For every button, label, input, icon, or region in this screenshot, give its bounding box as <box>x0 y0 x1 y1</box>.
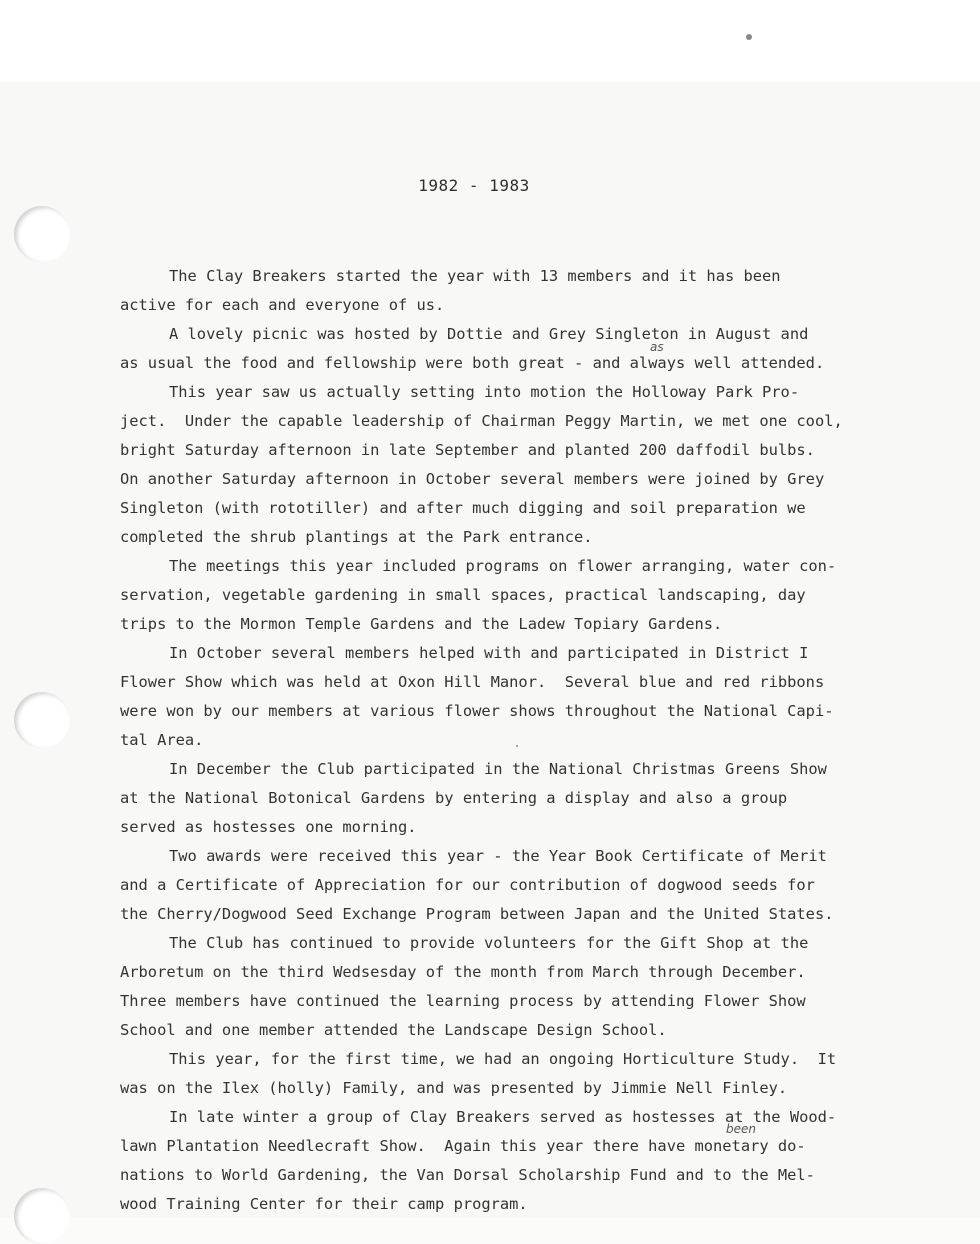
text-line: In October several members helped with and participated in District I <box>169 644 809 662</box>
text-line: On another Saturday afternoon in October several members were joined by Grey <box>120 470 825 488</box>
text-line: the Cherry/Dogwood Seed Exchange Program between Japan and the United States. <box>120 905 834 923</box>
text-line: A lovely picnic was hosted by Dottie and Grey Singleton in August and <box>169 325 809 343</box>
text-line: Singleton (with rototiller) and after much digging and soil preparation we <box>120 499 806 517</box>
page-title: 1982 - 1983 <box>418 176 530 195</box>
text-line: wood Training Center for their camp program. <box>120 1195 528 1213</box>
dust-speck <box>746 34 752 40</box>
handwritten-insert-as: as <box>650 340 664 354</box>
text-line: The Clay Breakers started the year with 13 members and it has been <box>169 267 781 285</box>
text-line: nations to World Gardening, the Van Dorsal Scholarship Fund and to the Mel- <box>120 1166 815 1184</box>
scan-top-margin <box>0 0 980 82</box>
text-line: The meetings this year included programs on flower arranging, water con- <box>169 557 837 575</box>
text-line: Flower Show which was held at Oxon Hill Manor. Several blue and red ribbons <box>120 673 825 691</box>
text-line: Two awards were received this year - the Year Book Certificate of Merit <box>169 847 827 865</box>
text-line: bright Saturday afternoon in late September and planted 200 daffodil bulbs. <box>120 441 815 459</box>
text-line: Three members have continued the learning process by attending Flower Show <box>120 992 806 1010</box>
text-line: served as hostesses one morning. <box>120 818 417 836</box>
text-line: tal Area. <box>120 731 204 749</box>
text-line: The Club has continued to provide volunteers for the Gift Shop at the <box>169 934 809 952</box>
punch-hole-top <box>14 206 70 262</box>
text-line: This year, for the first time, we had an ongoing Horticulture Study. It <box>169 1050 837 1068</box>
punch-hole-bottom <box>14 1188 70 1244</box>
text-line: and a Certificate of Appreciation for our contribution of dogwood seeds for <box>120 876 815 894</box>
text-line: Arboretum on the third Wedsesday of the month from March through December. <box>120 963 806 981</box>
text-line: ject. Under the capable leadership of Chairman Peggy Martin, we met one cool, <box>120 412 843 430</box>
text-line: as usual the food and fellowship were both great - and always well attended. <box>120 354 825 372</box>
text-line: trips to the Mormon Temple Gardens and the Ladew Topiary Gardens. <box>120 615 723 633</box>
handwritten-insert-been: been <box>726 1122 756 1136</box>
text-line: lawn Plantation Needlecraft Show. Again this year there have monetary do- <box>120 1137 806 1155</box>
text-line: servation, vegetable gardening in small spaces, practical landscaping, day <box>120 586 806 604</box>
text-line: completed the shrub plantings at the Park entrance. <box>120 528 593 546</box>
text-line: School and one member attended the Landscape Design School. <box>120 1021 667 1039</box>
punch-hole-middle <box>14 692 70 748</box>
text-line: This year saw us actually setting into motion the Holloway Park Pro- <box>169 383 800 401</box>
document-body <box>120 262 880 1219</box>
text-line: active for each and everyone of us. <box>120 296 445 314</box>
text-line: was on the Ilex (holly) Family, and was presented by Jimmie Nell Finley. <box>120 1079 788 1097</box>
text-line: In December the Club participated in the National Christmas Greens Show <box>169 760 827 778</box>
text-line: In late winter a group of Clay Breakers served as hostesses at the Wood- <box>169 1108 837 1126</box>
text-line: were won by our members at various flower shows throughout the National Capi- <box>120 702 834 720</box>
text-line: at the National Botonical Gardens by entering a display and also a group <box>120 789 788 807</box>
